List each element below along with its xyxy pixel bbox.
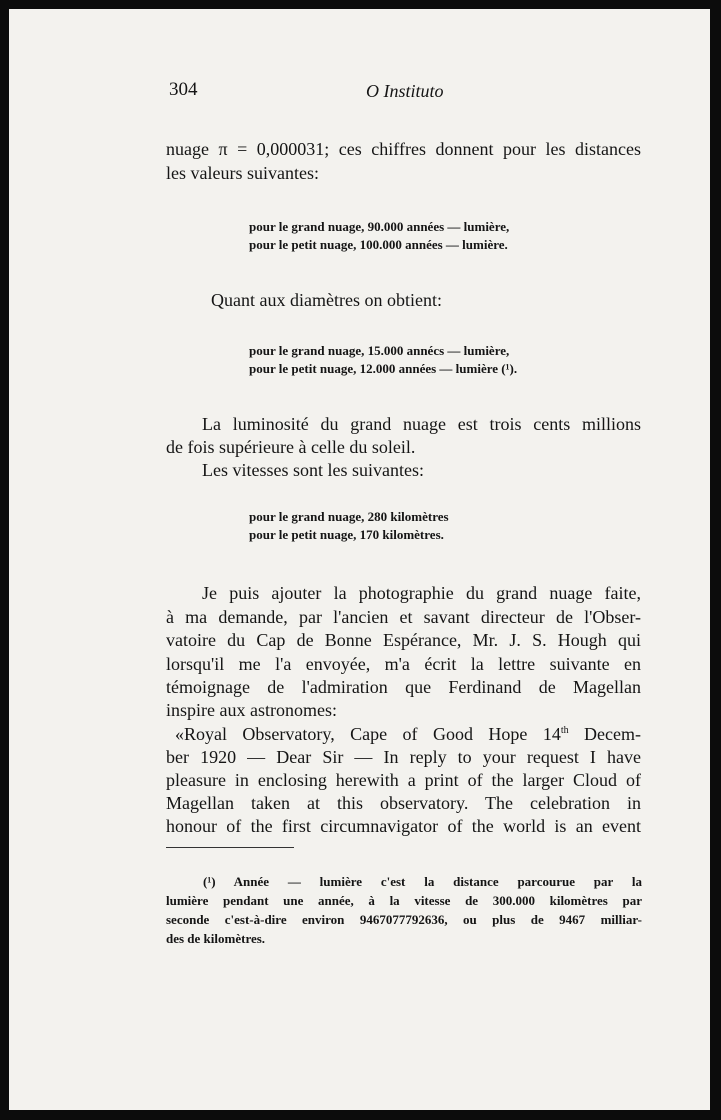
ordinal-suffix: th xyxy=(560,725,569,736)
body-line: Magellan taken at this observatory. The celebration in xyxy=(166,793,641,813)
body-line: inspire aux astronomes: xyxy=(166,700,337,720)
running-title: O Instituto xyxy=(366,81,444,101)
body-line: témoignage de l'admiration que Ferdinand de Magellan xyxy=(166,677,641,697)
distance-item: pour le grand nuage, 90.000 années — lumière, xyxy=(249,219,510,234)
body-line: nuage π = 0,000031; ces chiffres donnent pour les distances xyxy=(166,139,641,159)
footnote-line: seconde c'est-à-dire environ 9467077792636, ou plus de 9467 milliar- xyxy=(166,912,642,927)
body-line: les valeurs suivantes: xyxy=(166,163,319,183)
page-number: 304 xyxy=(169,79,198,100)
body-line: Je puis ajouter la photographie du grand nuage faite, xyxy=(202,583,641,603)
body-line: vatoire du Cap de Bonne Espérance, Mr. J. S. Hough qui xyxy=(166,630,641,650)
body-line: Les vitesses sont les suivantes: xyxy=(202,460,424,480)
body-line: à ma demande, par l'ancien et savant directeur de l'Obser- xyxy=(166,607,641,627)
body-line: ber 1920 — Dear Sir — In reply to your request I have xyxy=(166,747,641,767)
body-line: lorsqu'il me l'a envoyée, m'a écrit la lettre suivante en xyxy=(166,654,641,674)
document-page xyxy=(9,9,710,1110)
diameter-item: pour le grand nuage, 15.000 annécs — lumière, xyxy=(249,343,510,358)
footnote-line: des de kilomètres. xyxy=(166,931,266,946)
body-line: honour of the first circumnavigator of the world is an event xyxy=(166,816,641,836)
footnote-line: (¹) Année — lumière c'est la distance parcourue par la xyxy=(203,874,642,889)
diameter-item: pour le petit nuage, 12.000 années — lumière (¹). xyxy=(249,361,518,376)
letter-opening-text: «Royal Observatory, Cape of Good Hope 14 xyxy=(175,724,561,744)
velocity-item: pour le grand nuage, 280 kilomètres xyxy=(249,509,449,524)
distance-item: pour le petit nuage, 100.000 années — lumière. xyxy=(249,237,508,252)
body-line: La luminosité du grand nuage est trois cents millions xyxy=(202,414,641,434)
body-line: pleasure in enclosing herewith a print of the larger Cloud of xyxy=(166,770,641,790)
letter-opening-end: Decem- xyxy=(568,724,641,744)
body-line: Quant aux diamètres on obtient: xyxy=(211,290,442,310)
velocity-item: pour le petit nuage, 170 kilomètres. xyxy=(249,527,444,542)
body-line: de fois supérieure à celle du soleil. xyxy=(166,437,416,457)
footnote-rule xyxy=(166,847,294,848)
letter-opening-line xyxy=(175,722,641,746)
footnote-line: lumière pendant une année, à la vitesse de 300.000 kilomètres par xyxy=(166,893,642,908)
